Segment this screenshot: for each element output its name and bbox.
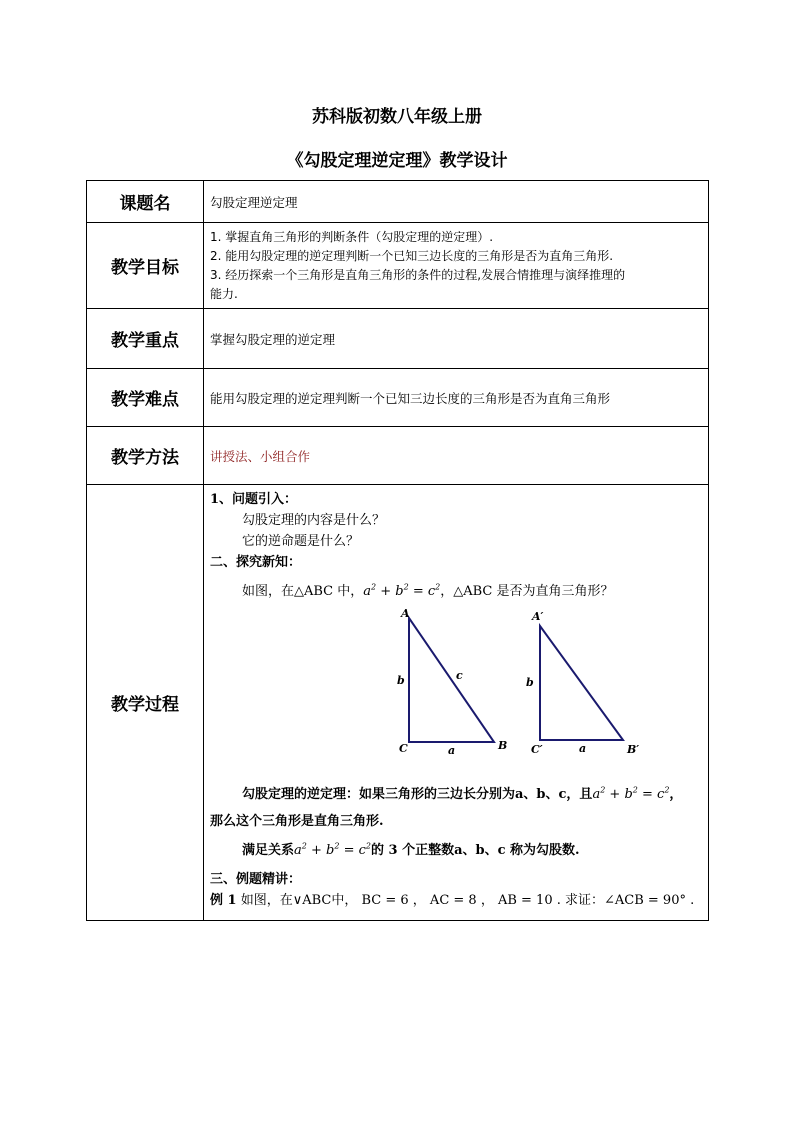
difficult-point-value: 能用勾股定理的逆定理判断一个已知三边长度的三角形是否为直角三角形 — [204, 369, 709, 427]
converse-pre: 勾股定理的逆定理：如果三角形的三边长分别为a、b、c，且 — [242, 787, 593, 802]
triangle-figures — [210, 604, 710, 774]
method-value: 讲授法、小组合作 — [204, 427, 709, 485]
goal-item: 1. 掌握直角三角形的判断条件（勾股定理的逆定理）. — [210, 229, 494, 244]
row-method — [87, 427, 709, 485]
converse-theorem — [210, 784, 704, 805]
label-A-prime: A′ — [532, 610, 544, 623]
triple-post: 的 3 个正整数a、b、c 称为勾股数. — [371, 843, 580, 858]
topic-value: 勾股定理逆定理 — [204, 181, 709, 223]
example-1 — [210, 890, 704, 911]
explore-question — [210, 581, 704, 602]
section-intro-title: 1、问题引入： — [210, 492, 298, 507]
label-B: B — [498, 739, 508, 752]
question-2: 它的逆命题是什么？ — [242, 534, 360, 549]
key-point-label: 教学重点 — [87, 309, 204, 369]
topic-label: 课题名 — [87, 181, 204, 223]
goal-item: 能力. — [210, 286, 238, 301]
document-title: 苏科版初数八年级上册 — [312, 107, 482, 127]
process-label: 教学过程 — [87, 485, 204, 921]
goals-label: 教学目标 — [87, 223, 204, 309]
difficult-point-label: 教学难点 — [87, 369, 204, 427]
example-1-text: 如图，在∨ABC中， BC = 6 ， AC = 8 ， AB = 10 . 求证：∠ACB = 90° . — [240, 893, 695, 908]
example-1-label: 例 1 — [210, 893, 237, 908]
formula-a2b2c2: $a^2 + b^2 = c^2$ — [363, 582, 441, 599]
converse-conclusion: 那么这个三角形是直角三角形. — [210, 814, 384, 829]
label-side-c: c — [456, 669, 463, 682]
row-difficult-point — [87, 369, 709, 427]
converse-post: ， — [669, 787, 683, 802]
goal-item: 2. 能用勾股定理的逆定理判断一个已知三边长度的三角形是否为直角三角形. — [210, 248, 614, 263]
section-examples-title: 三、例题精讲： — [210, 872, 302, 887]
pythagorean-triple — [210, 840, 704, 861]
section-explore-title: 二、探究新知： — [210, 555, 302, 570]
row-goals — [87, 223, 709, 309]
label-side-b: b — [397, 674, 405, 687]
row-key-point — [87, 309, 709, 369]
goals-value — [204, 223, 709, 309]
formula-a2b2c2: $a^2 + b^2 = c^2$ — [294, 841, 371, 858]
explore-pre: 如图，在△ABC 中， — [242, 584, 364, 599]
label-B-prime: B′ — [627, 743, 640, 756]
process-content — [204, 485, 709, 921]
label-side-a: a — [448, 744, 456, 757]
row-process — [87, 485, 709, 921]
key-point-value: 掌握勾股定理的逆定理 — [204, 309, 709, 369]
label-A: A — [401, 607, 410, 620]
explore-post: ，△ABC 是否为直角三角形？ — [440, 584, 614, 599]
lesson-plan-table — [86, 180, 709, 921]
method-label: 教学方法 — [87, 427, 204, 485]
formula-a2b2c2: $a^2 + b^2 = c^2$ — [592, 785, 670, 802]
triangle-abc-prime — [540, 626, 623, 740]
row-topic — [87, 181, 709, 223]
label-C-prime: C′ — [531, 743, 543, 756]
label-side-b-prime: b — [526, 676, 534, 689]
document-subtitle: 《勾股定理逆定理》教学设计 — [286, 151, 508, 171]
triangle-abc — [409, 618, 494, 742]
question-1: 勾股定理的内容是什么？ — [242, 513, 386, 528]
label-side-a-prime: a — [579, 742, 587, 755]
label-C: C — [399, 742, 408, 755]
goal-item: 3. 经历探索一个三角形是直角三角形的条件的过程,发展合情推理与演绎推理的 — [210, 267, 626, 282]
triple-pre: 满足关系 — [242, 843, 295, 858]
